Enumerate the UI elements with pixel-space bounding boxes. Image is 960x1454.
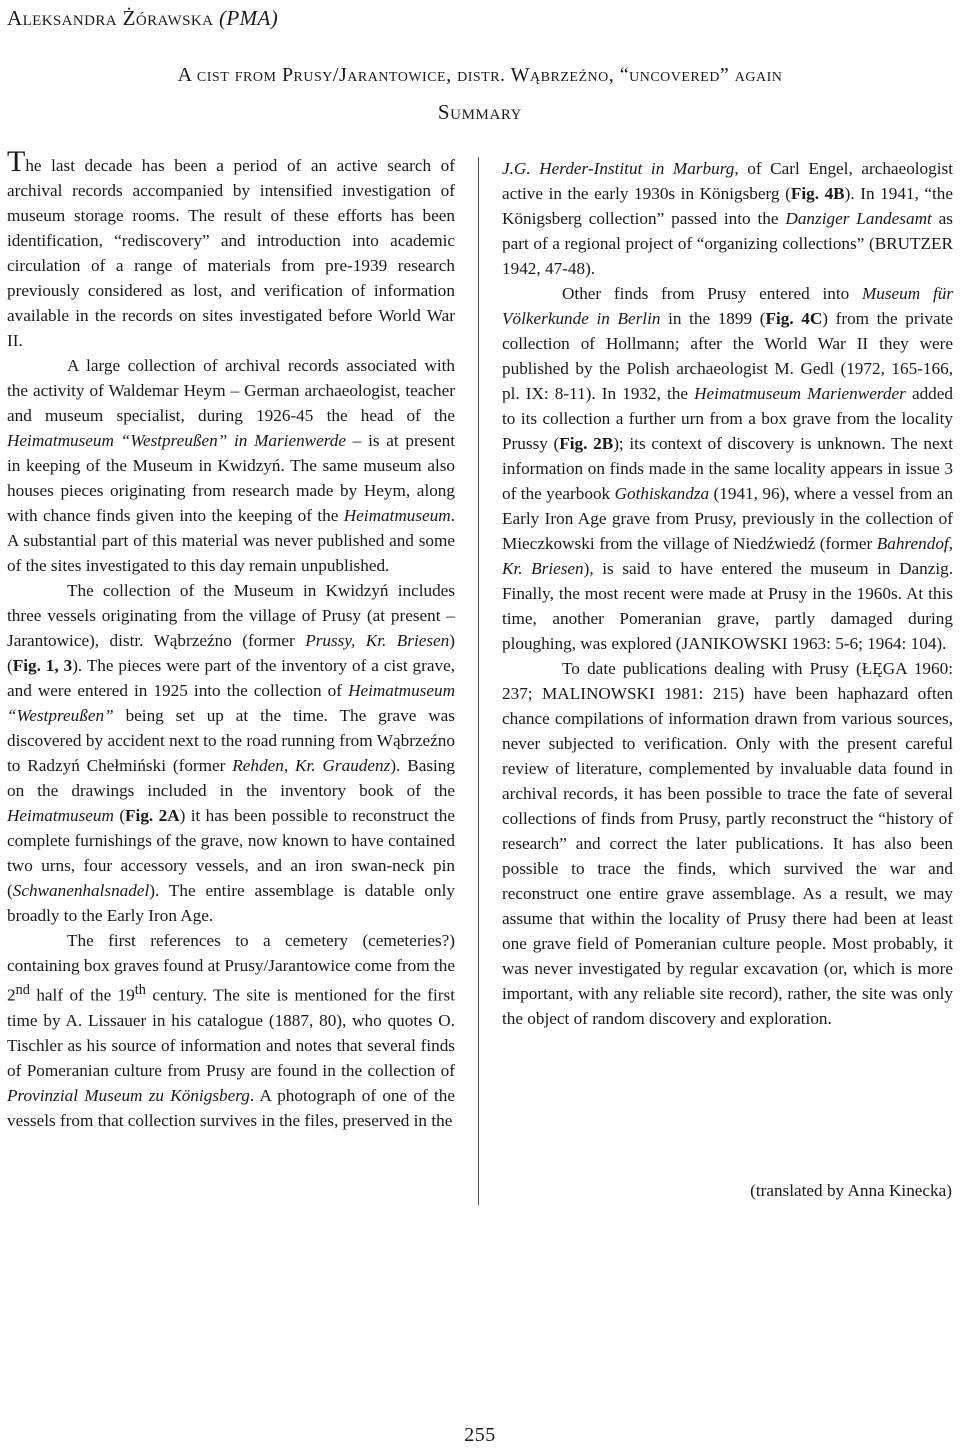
paragraph: The first references to a cemetery (cemeteries?) containing box graves found at Prusy/Jarantowice come from the 2nd half of the 19th century. The site is mentioned for the first time by A. Lissauer in his catalogue (1887, 80), who quotes O. Tischler as his source of information and notes that several finds of Pomeranian culture from Prusy are found in the collection of Provinzial Museum zu Königsberg. A photograph of one of the vessels from that collection survives in the files, preserved in the [7,931,455,1130]
left-column [7,145,456,1133]
figure-reference: Fig. 2A [125,806,180,825]
paragraph: To date publications dealing with Prusy (ŁĘGA 1960: 237; MALINOWSKI 1981: 215) have been haphazard often chance compilations of information drawn from various sources, never subjected to verification. Only with the present careful review of literature, complemented by invaluable data found in archival records, it has been possible to trace the fate of several collections of finds from Prusy, partly reconstruct the “history of research” and correct the later publications. It has also been possible to trace the finds, which survived the war and reconstruct one entire grave assemblage. As a result, we may assume that within the locality of Prusy there had been at least one grave field of Pomeranian culture people. Most probably, it was never investigated by regular excavation (or, which is more important, with any reliable site record), rather, the site was only the object of random discovery and exploration. [502,659,953,1028]
running-header-author [7,6,278,31]
article-title: A cist from Prusy/Jarantowice, distr. Wąbrzeźno, “uncovered” again [177,64,783,86]
figure-reference: Fig. 1, 3 [12,656,73,675]
right-column [502,156,953,1031]
figure-reference: Fig. 2B [559,434,614,453]
page-number: 255 [464,1424,496,1446]
paragraph: The collection of the Museum in Kwidzyń includes three vessels originating from the village of Prusy (at present – Jarantowice), distr. Wąbrzeźno (former Prussy, Kr. Briesen) (Fig. 1, 3). The pieces were part of the inventory of a cist grave, and were entered in 1925 into the collection of Heimatmuseum “Westpreußen” being set up at the time. The grave was discovered by accident next to the road running from Wąbrzeźno to Radzyń Chełmiński (former Rehden, Kr. Graudenz). Basing on the drawings included in the inventory book of the Heimatmuseum (Fig. 2A) it has been possible to reconstruct the complete furnishings of the grave, now known to have contained two urns, four accessory vessels, and an iron swan-neck pin (Schwanenhalsnadel). The entire assemblage is datable only broadly to the Early Iron Age. [7,581,456,925]
author-affiliation: (PMA) [218,6,279,30]
translator-credit: (translated by Anna Kinecka) [750,1181,952,1200]
figure-reference: Fig. 4B [790,184,845,203]
drop-cap: T [7,145,26,178]
paragraph: A large collection of archival records associated with the activity of Waldemar Heym – German archaeologist, teacher and museum specialist, during 1926-45 the head of the Heimatmuseum “Westpreußen” in Marienwerde – is at present in keeping of the Museum in Kwidzyń. The same museum also houses pieces originating from research made by Heym, along with chance finds given into the keeping of the Heimatmuseum. A substantial part of this material was never published and some of the sites investigated to this day remain unpublished. [7,356,455,575]
paragraph: J.G. Herder-Institut in Marburg, of Carl Engel, archaeologist active in the early 1930s in Königsberg (Fig. 4B). In 1941, “the Königsberg collection” passed into the Danziger Landesamt as part of a regional project of “organizing collections” (BRUTZER 1942, 47-48). [502,159,954,278]
section-label: Summary [437,100,523,124]
paragraph: The last decade has been a period of an active search of archival records accompanied by intensified investigation of museum storage rooms. The result of these efforts has been identification, “rediscovery” and introduction into academic circulation of a range of materials from pre-1939 research previously considered as lost, and verification of information available in the records on sites investigated before World War II. [7,145,455,350]
author-name: Aleksandra Żórawska [7,6,214,30]
column-divider [478,157,479,1205]
paragraph: Other finds from Prusy entered into Museum für Völkerkunde in Berlin in the 1899 (Fig. 4C) from the private collection of Hollmann; after the World War II they were published by the Polish archaeologist M. Gedl (1972, 165-166, pl. IX: 8-11). In 1932, the Heimatmuseum Marienwerder added to its collection a further urn from a box grave from the locality Prussy (Fig. 2B); its context of discovery is unknown. The next information on finds made in the same locality appears in issue 3 of the yearbook Gothiskandza (1941, 96), where a vessel from an Early Iron Age grave from Prusy, previously in the collection of Mieczkowski from the village of Niedźwiedź (former Bahrendof, Kr. Briesen), is said to have entered the museum in Danzig. Finally, the most recent were made at Prusy in the 1960s. At this time, another Pomeranian grave, partly damaged during ploughing, was explored (JANIKOWSKI 1963: 5-6; 1964: 104). [502,284,954,653]
figure-reference: Fig. 4C [765,309,823,328]
